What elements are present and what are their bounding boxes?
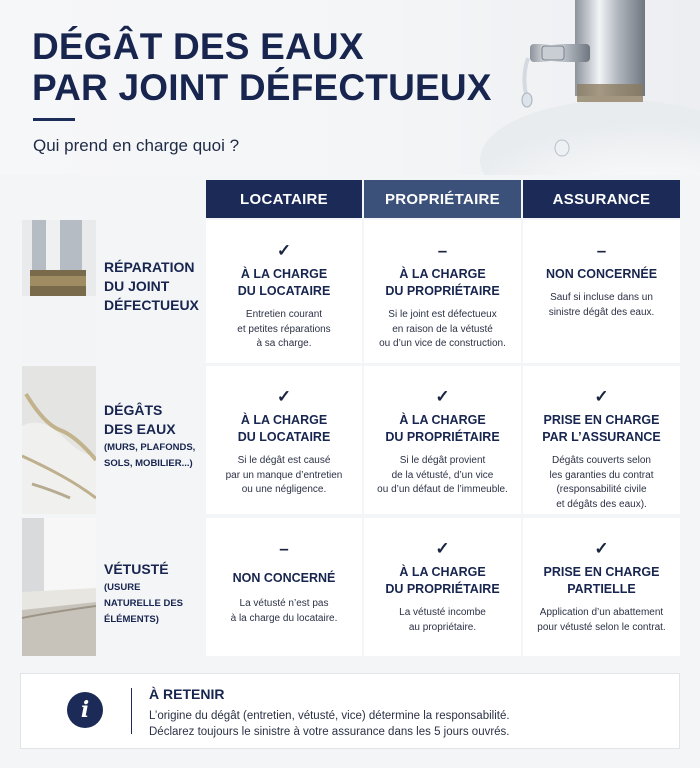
row-label-vetuste xyxy=(104,560,202,628)
retenir-box xyxy=(20,673,680,749)
check-icon: ✓ xyxy=(435,387,450,406)
column-header-proprietaire: PROPRIÉTAIRE xyxy=(364,180,521,218)
cell-text: Sauf si incluse dans un sinistre dégât des eaux. xyxy=(548,292,655,318)
subtitle: Qui prend en charge quoi ? xyxy=(33,136,240,155)
cell-degats-locataire xyxy=(206,366,362,514)
cell-vetuste-assurance xyxy=(523,518,680,656)
dash-icon: – xyxy=(279,539,289,558)
check-icon: ✓ xyxy=(594,387,609,406)
cell-heading: À LA CHARGE DU PROPRIÉTAIRE xyxy=(385,413,500,444)
cell-text: Si le joint est défectueux en raison de la vétusté ou d’un vice de construction. xyxy=(379,309,506,349)
cell-degats-proprietaire xyxy=(364,366,521,514)
check-icon: ✓ xyxy=(276,241,292,260)
cell-reparation-proprietaire xyxy=(364,220,521,363)
faucet-illustration xyxy=(470,0,700,175)
title-line-1: DÉGÂT DES EAUX xyxy=(32,26,364,67)
cell-heading: À LA CHARGE DU LOCATAIRE xyxy=(237,413,331,444)
check-icon: ✓ xyxy=(276,387,292,406)
cell-heading: À LA CHARGE DU LOCATAIRE xyxy=(237,267,331,298)
retenir-title: À RETENIR xyxy=(149,686,225,702)
cell-reparation-locataire xyxy=(206,220,362,363)
cell-text: Application d’un abattement pour vétusté selon le contrat. xyxy=(537,607,666,633)
row-label-main: RÉPARATION DU JOINT DÉFECTUEUX xyxy=(104,259,199,313)
cell-vetuste-locataire xyxy=(206,518,362,656)
cell-heading: PRISE EN CHARGE PARTIELLE xyxy=(543,565,660,596)
cell-text: La vétusté n’est pas à la charge du locataire. xyxy=(230,598,338,624)
cell-heading: NON CONCERNÉ xyxy=(232,571,336,585)
cell-text: La vétusté incombe au propriétaire. xyxy=(399,607,486,633)
cell-text: Si le dégât provient de la vétusté, d’un vice ou d’un défaut de l’immeuble. xyxy=(377,455,508,495)
cell-reparation-assurance xyxy=(523,220,680,363)
title-line-2: PAR JOINT DÉFECTUEUX xyxy=(32,67,492,108)
water-stain-photo xyxy=(22,366,96,514)
dash-icon: – xyxy=(437,241,448,260)
row-label-degats xyxy=(104,401,202,472)
worn-baseboard-photo xyxy=(22,518,96,656)
column-header-locataire: LOCATAIRE xyxy=(206,180,362,218)
info-icon: i xyxy=(67,692,103,728)
header xyxy=(0,0,700,175)
row-label-sub: (USURE NATURELLE DES ÉLÉMENTS) xyxy=(104,582,183,625)
row-label-sub: (MURS, PLAFONDS, SOLS, MOBILIER...) xyxy=(104,442,196,469)
cell-vetuste-proprietaire xyxy=(364,518,521,656)
retenir-divider xyxy=(131,688,132,734)
page-title xyxy=(32,26,492,108)
cell-heading: À LA CHARGE DU PROPRIÉTAIRE xyxy=(385,565,500,596)
cell-degats-assurance xyxy=(523,366,680,514)
title-underline xyxy=(33,118,75,121)
cell-heading: À LA CHARGE DU PROPRIÉTAIRE xyxy=(385,267,500,298)
faucet-joint-photo xyxy=(22,220,96,363)
cell-heading: NON CONCERNÉE xyxy=(545,267,658,281)
cell-text: Dégâts couverts selon les garanties du contrat (responsabilité civile et dégâts des eaux). xyxy=(549,455,654,510)
row-label-reparation xyxy=(104,258,202,315)
column-header-assurance: ASSURANCE xyxy=(523,180,680,218)
retenir-line-1: L’origine du dégât (entretien, vétusté, vice) détermine la responsabilité. xyxy=(149,710,510,722)
dash-icon: – xyxy=(596,241,607,260)
retenir-line-2: Déclarez toujours le sinistre à votre assurance dans les 5 jours ouvrés. xyxy=(149,726,510,738)
cell-text: Si le dégât est causé par un manque d’entretien ou une négligence. xyxy=(225,455,343,495)
cell-text: Entretien courant et petites réparations à sa charge. xyxy=(237,309,331,349)
cell-heading: PRISE EN CHARGE PAR L’ASSURANCE xyxy=(542,413,661,444)
check-icon: ✓ xyxy=(594,539,609,558)
row-label-main: VÉTUSTÉ xyxy=(104,561,169,577)
check-icon: ✓ xyxy=(435,539,450,558)
row-label-main: DÉGÂTS DES EAUX xyxy=(104,402,176,437)
